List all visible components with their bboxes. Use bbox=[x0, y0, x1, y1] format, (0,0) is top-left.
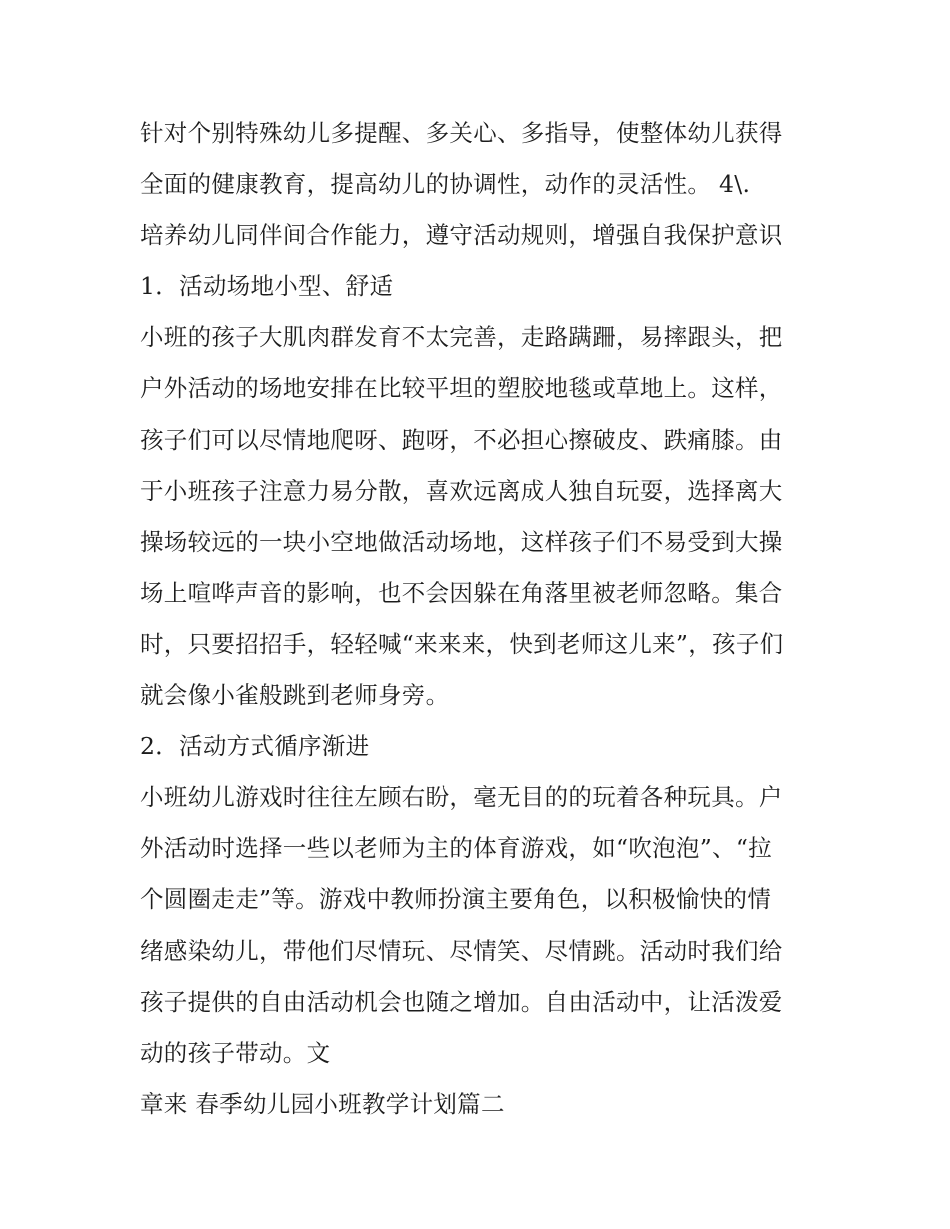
section-heading: 1．活动场地小型、舒适 bbox=[140, 272, 394, 301]
text-line: 时，只要招招手，轻轻喊“来来来，快到老师这儿来”，孩子们 bbox=[140, 629, 784, 658]
text-line: 于小班孩子注意力易分散，喜欢远离成人独自玩耍，选择离大 bbox=[140, 476, 783, 505]
text-line: 孩子们可以尽情地爬呀、跑呀，不必担心擦破皮、跌痛膝。由 bbox=[140, 425, 783, 454]
text-line: 培养幼儿同伴间合作能力，遵守活动规则，增强自我保护意识 bbox=[140, 221, 783, 250]
section-heading: 2．活动方式循序渐进 bbox=[140, 732, 370, 761]
text-line: 孩子提供的自由活动机会也随之增加。自由活动中，让活泼爱 bbox=[140, 987, 783, 1016]
text-line: 场上喧哗声音的影响，也不会因躲在角落里被老师忽略。集合 bbox=[140, 578, 783, 607]
text-line: 个圆圈走走”等。游戏中教师扮演主要角色，以积极愉快的情 bbox=[140, 885, 772, 914]
document-body bbox=[140, 108, 820, 1130]
text-line: 针对个别特殊幼儿多提醒、多关心、多指导，使整体幼儿获得 bbox=[140, 119, 783, 147]
text-line: 就会像小雀般跳到老师身旁。 bbox=[140, 681, 450, 710]
text-line: 操场较远的一块小空地做活动场地，这样孩子们不易受到大操 bbox=[140, 527, 783, 556]
text-line: 全面的健康教育，提高幼儿的协调性，动作的灵活性。 4\. bbox=[140, 170, 751, 199]
text-line: 小班的孩子大肌肉群发育不太完善，走路蹒跚，易摔跟头，把 bbox=[140, 323, 783, 352]
text-line: 户外活动的场地安排在比较平坦的塑胶地毯或草地上。这样， bbox=[140, 374, 783, 403]
text-line: 小班幼儿游戏时往往左顾右盼，毫无目的的玩着各种玩具。户 bbox=[140, 783, 783, 812]
text-line: 动的孩子带动。文 bbox=[140, 1038, 331, 1067]
text-line: 章来 春季幼儿园小班教学计划篇二 bbox=[140, 1089, 505, 1118]
text-line: 外活动时选择一些以老师为主的体育游戏，如“吹泡泡”、“拉 bbox=[140, 834, 772, 863]
text-line: 绪感染幼儿，带他们尽情玩、尽情笑、尽情跳。活动时我们给 bbox=[140, 936, 783, 965]
